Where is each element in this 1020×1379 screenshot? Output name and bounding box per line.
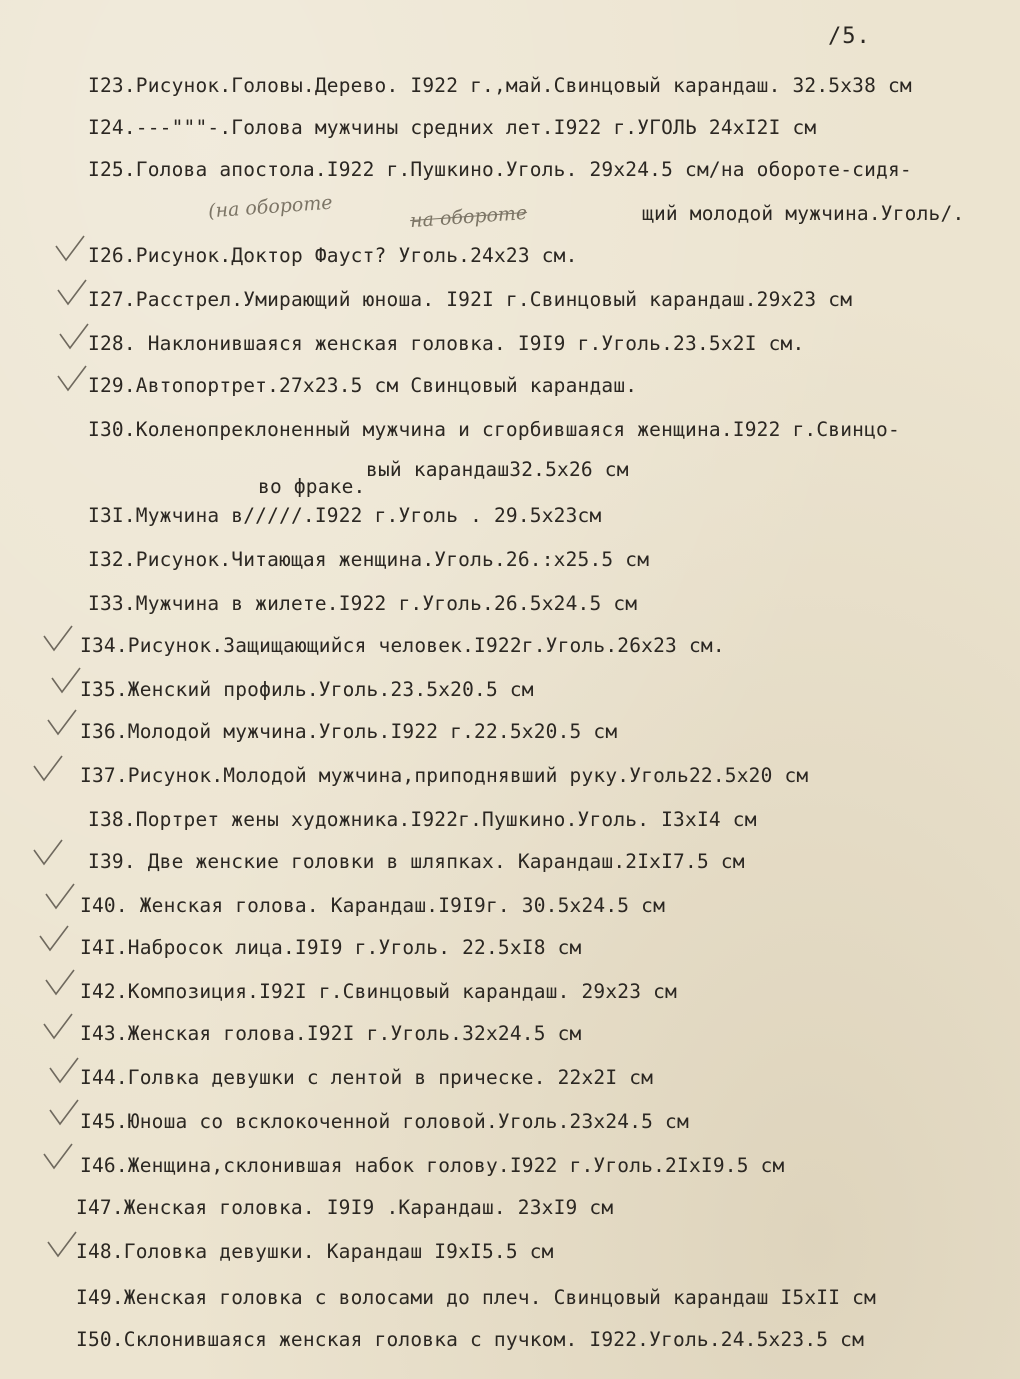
list-item: I36.Молодой мужчина.Уголь.I922 г.22.5х20.5 см: [80, 720, 618, 743]
check-mark-icon: [54, 276, 88, 310]
check-mark-icon: [44, 706, 78, 740]
page-number: /5.: [828, 24, 871, 49]
list-item: I48.Головка девушки. Карандаш I9хI5.5 см: [76, 1240, 554, 1263]
list-item: I37.Рисунок.Молодой мужчина,приподнявший руку.Уголь22.5х20 см: [80, 764, 809, 787]
check-mark-icon: [52, 232, 86, 266]
check-mark-icon: [56, 320, 90, 354]
list-item: I3I.Мужчина в/////.I922 г.Уголь . 29.5х23см: [88, 504, 602, 527]
list-item: I29.Автопортрет.27х23.5 см Свинцовый карандаш.: [88, 374, 638, 397]
list-item: I25.Голова апостола.I922 г.Пушкино.Уголь. 29х24.5 см/на обороте-сидя-: [88, 158, 912, 181]
list-item: I30.Коленопреклоненный мужчина и сгорбившаяся женщина.I922 г.Свинцо-: [88, 418, 900, 441]
check-mark-icon: [54, 362, 88, 396]
check-mark-icon: [40, 1140, 74, 1174]
handwritten-annotation-crossed: на обороте: [409, 201, 528, 233]
list-item: I43.Женская голова.I92I г.Уголь.32х24.5 см: [80, 1022, 582, 1045]
list-item: I40. Женская голова. Карандаш.I9I9г. 30.5х24.5 см: [80, 894, 666, 917]
check-mark-icon: [30, 836, 64, 870]
list-item: I28. Наклонившаяся женская головка. I9I9 г.Уголь.23.5х2I см.: [88, 332, 805, 355]
check-mark-icon: [40, 1010, 74, 1044]
list-item: I23.Рисунок.Головы.Дерево. I922 г.,май.Свинцовый карандаш. 32.5х38 см: [88, 74, 912, 97]
list-item: I42.Композиция.I92I г.Свинцовый карандаш. 29х23 см: [80, 980, 677, 1003]
list-item: I33.Мужчина в жилете.I922 г.Уголь.26.5х24.5 см: [88, 592, 638, 615]
check-mark-icon: [42, 880, 76, 914]
list-item-continuation: щий молодой мужчина.Уголь/.: [642, 202, 965, 225]
list-item: I34.Рисунок.Защищающийся человек.I922г.Уголь.26х23 см.: [80, 634, 725, 657]
handwritten-annotation: (на обороте: [207, 191, 334, 223]
check-mark-icon: [48, 664, 82, 698]
list-item: I49.Женская головка с волосами до плеч. Свинцовый карандаш I5хII см: [76, 1286, 876, 1309]
list-item: I50.Склонившаяся женская головка с пучком. I922.Уголь.24.5х23.5 см: [76, 1328, 865, 1351]
list-item: I39. Две женские головки в шляпках. Карандаш.2IхI7.5 см: [88, 850, 745, 873]
list-item: I26.Рисунок.Доктор Фауст? Уголь.24х23 см.: [88, 244, 578, 267]
list-item: I32.Рисунок.Читающая женщина.Уголь.26.:х25.5 см: [88, 548, 650, 571]
list-item: I35.Женский профиль.Уголь.23.5х20.5 см: [80, 678, 534, 701]
list-item: I47.Женская головка. I9I9 .Карандаш. 23хI9 см: [76, 1196, 614, 1219]
list-item: I46.Женщина,склонившая набок голову.I922 г.Уголь.2IхI9.5 см: [80, 1154, 785, 1177]
list-item: I24.---"""-.Голова мужчины средних лет.I922 г.УГОЛЬ 24хI2I см: [88, 116, 817, 139]
list-item: I44.Голвка девушки с лентой в прическе. 22х2I см: [80, 1066, 654, 1089]
list-item: I4I.Набросок лица.I9I9 г.Уголь. 22.5хI8 см: [80, 936, 582, 959]
check-mark-icon: [30, 752, 64, 786]
check-mark-icon: [46, 1096, 80, 1130]
check-mark-icon: [40, 622, 74, 656]
check-mark-icon: [46, 1054, 80, 1088]
check-mark-icon: [44, 1228, 78, 1262]
typed-insertion: во фраке.: [258, 475, 366, 498]
check-mark-icon: [42, 966, 76, 1000]
list-item: I45.Юноша со всклокоченной головой.Уголь.23х24.5 см: [80, 1110, 689, 1133]
list-item: I38.Портрет жены художника.I922г.Пушкино.Уголь. I3хI4 см: [88, 808, 757, 831]
list-item-continuation: вый карандаш32.5х26 см: [366, 458, 629, 481]
check-mark-icon: [36, 922, 70, 956]
list-item: I27.Расстрел.Умирающий юноша. I92I г.Свинцовый карандаш.29х23 см: [88, 288, 853, 311]
